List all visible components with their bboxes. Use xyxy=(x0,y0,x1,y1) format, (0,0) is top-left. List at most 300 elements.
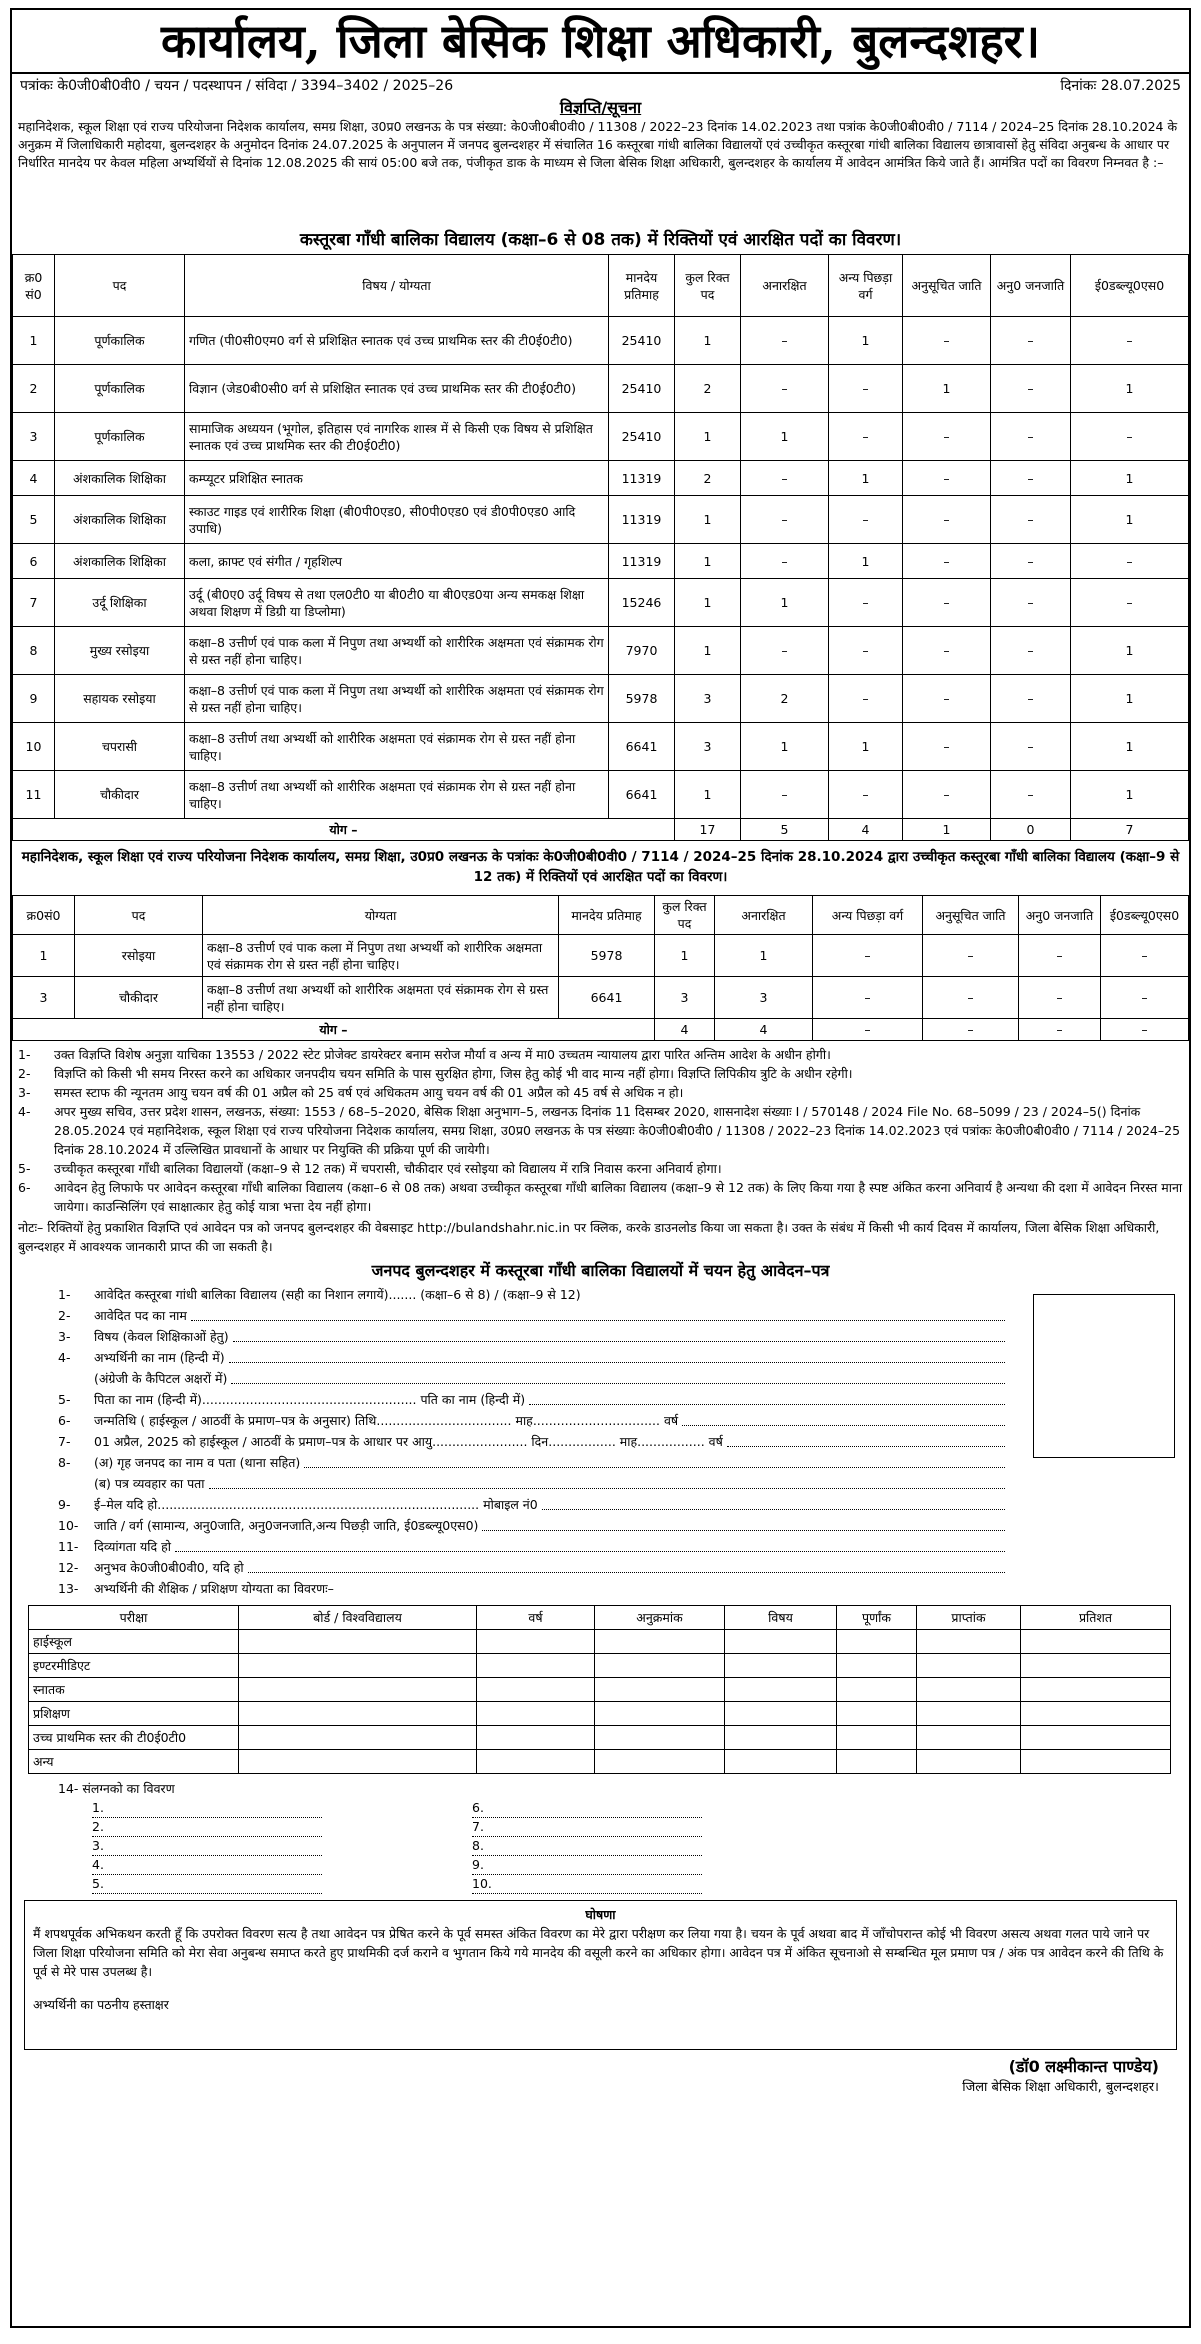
field-input-line[interactable] xyxy=(209,1473,1005,1489)
cell-pay: 25410 xyxy=(609,365,675,413)
cell-pay: 6641 xyxy=(559,977,655,1019)
col-header: पद xyxy=(55,255,185,317)
edu-input-cell[interactable] xyxy=(837,1750,917,1774)
note-number: 6- xyxy=(18,1180,31,1195)
edu-input-cell[interactable] xyxy=(917,1750,1021,1774)
cell-st: – xyxy=(991,413,1071,461)
edu-input-cell[interactable] xyxy=(917,1654,1021,1678)
total-ews: – xyxy=(1101,1019,1189,1041)
form-field xyxy=(58,1305,1009,1326)
edu-row xyxy=(29,1678,1171,1702)
note-number: 2- xyxy=(18,1066,31,1081)
edu-input-cell[interactable] xyxy=(917,1678,1021,1702)
cell-total: 1 xyxy=(675,496,741,544)
cell-total: 1 xyxy=(675,317,741,365)
cell-qual: गणित (पी0सी0एम0 वर्ग से प्रशिक्षित स्नातक एवं उच्च प्राथमिक स्तर की टी0ई0टी0) xyxy=(185,317,609,365)
note-text: उच्चीकृत कस्तूरबा गाँधी बालिका विद्यालयों (कक्षा–9 से 12 तक) में चपरासी, चौकीदार एवं रसोइया को विद्यालय में रात्रि निवास करना अनिवार्य होगा। xyxy=(54,1161,722,1176)
cell-qual: कक्षा–8 उत्तीर्ण एवं पाक कला में निपुण तथा अभ्यर्थी को शारीरिक अक्षमता एवं संक्रामक रोग से ग्रस्त नहीं होना चाहिए। xyxy=(185,627,609,675)
edu-header: बोर्ड / विश्वविद्यालय xyxy=(239,1606,477,1630)
field-label: (ब) पत्र व्यवहार का पता xyxy=(94,1476,205,1491)
cell-pay: 25410 xyxy=(609,413,675,461)
cell-sn: 6 xyxy=(13,544,55,579)
cell-post: पूर्णकालिक xyxy=(55,413,185,461)
note-item xyxy=(18,1045,1183,1064)
edu-input-cell[interactable] xyxy=(1021,1678,1171,1702)
cell-ews: 1 xyxy=(1071,461,1189,496)
edu-input-cell[interactable] xyxy=(239,1702,477,1726)
note-text: विज्ञप्ति को किसी भी समय निरस्त करने का अधिकार जनपदीय चयन समिति के पास सुरक्षित होगा, जिस हेतु कोई भी वाद मान्य नहीं होगा। विज्ञप्ति लिपिकीय त्रुटि के अधीन रहेगी। xyxy=(54,1066,853,1081)
form-field xyxy=(58,1410,1009,1431)
field-label: ई–मेल यदि हो................................................................................. मोबाइल नं0 xyxy=(94,1497,538,1512)
edu-input-cell[interactable] xyxy=(595,1678,725,1702)
table-row xyxy=(13,461,1189,496)
col-header: कुल रिक्त पद xyxy=(655,896,715,935)
download-note: नोटः– रिक्तियों हेतु प्रकाशित विज्ञप्ति एवं आवेदन पत्र को जनपद बुलन्दशहर की वेबसाइट http://bulandshahr.nic.in पर क्लिक, करके डाउनलोड किया जा सकता है। उक्त के संबंध में किसी भी कार्य दिवस में कार्यालय, जिला बेसिक शिक्षा अधिकारी, बुलन्दशहर में आवश्यक जानकारी प्राप्त की जा सकती है। xyxy=(18,1220,1160,1254)
enclosure-item[interactable]: 4. xyxy=(92,1856,322,1875)
cell-sc: – xyxy=(923,935,1019,977)
edu-input-cell[interactable] xyxy=(477,1750,595,1774)
photo-box[interactable] xyxy=(1033,1294,1175,1458)
field-label: 01 अप्रैल, 2025 को हाईस्कूल / आठवीं के प्रमाण–पत्र के आधार पर आयु........................ दिन................. माह................. वर्ष xyxy=(94,1434,723,1449)
edu-row xyxy=(29,1702,1171,1726)
cell-total: 1 xyxy=(675,544,741,579)
note-item xyxy=(18,1159,1183,1178)
cell-sn: 5 xyxy=(13,496,55,544)
enclosures-label: 14- संलग्नको का विवरण xyxy=(58,1781,175,1796)
cell-sc: – xyxy=(903,771,991,819)
cell-st: – xyxy=(991,627,1071,675)
field-input-line[interactable] xyxy=(727,1431,1005,1447)
candidate-signature-label: अभ्यर्थिनी का पठनीय हस्ताक्षर xyxy=(33,1997,169,2012)
field-input-line[interactable] xyxy=(191,1305,1005,1321)
cell-ews: 1 xyxy=(1071,496,1189,544)
cell-sc: – xyxy=(903,544,991,579)
cell-sc: – xyxy=(903,461,991,496)
note-number: 4- xyxy=(18,1104,31,1119)
form-field xyxy=(58,1347,1009,1368)
cell-ews: – xyxy=(1071,579,1189,627)
edu-input-cell[interactable] xyxy=(239,1726,477,1750)
field-label: आवेदित पद का नाम xyxy=(94,1308,187,1323)
field-number: 4- xyxy=(58,1350,71,1365)
edu-input-cell[interactable] xyxy=(725,1750,837,1774)
field-input-line[interactable] xyxy=(231,1368,1005,1384)
edu-input-cell[interactable] xyxy=(837,1726,917,1750)
col-header: मानदेय प्रतिमाह xyxy=(559,896,655,935)
cell-obc: – xyxy=(829,365,903,413)
edu-input-cell[interactable] xyxy=(1021,1654,1171,1678)
reference-line xyxy=(12,74,1189,98)
cell-obc: 1 xyxy=(829,317,903,365)
total-sc: – xyxy=(923,1019,1019,1041)
edu-header: अनुक्रमांक xyxy=(595,1606,725,1630)
cell-ur: – xyxy=(741,365,829,413)
edu-input-cell[interactable] xyxy=(595,1750,725,1774)
notice-heading: विज्ञप्ति/सूचना xyxy=(559,98,642,117)
cell-total: 3 xyxy=(675,723,741,771)
field-input-line[interactable] xyxy=(542,1494,1005,1510)
form-field xyxy=(58,1473,1009,1494)
cell-st: – xyxy=(1019,977,1101,1019)
enclosure-item[interactable]: 7. xyxy=(472,1818,702,1837)
cell-qual: स्काउट गाइड एवं शारीरिक शिक्षा (बी0पी0एड0, सी0पी0एड0 एवं डी0पी0एड0 आदि उपाधि) xyxy=(185,496,609,544)
enclosures-list xyxy=(12,1797,1189,1894)
table-row xyxy=(13,935,1189,977)
note-number: 5- xyxy=(18,1161,31,1176)
cell-st: – xyxy=(991,496,1071,544)
cell-st: – xyxy=(991,544,1071,579)
cell-pay: 6641 xyxy=(609,723,675,771)
edu-input-cell[interactable] xyxy=(477,1678,595,1702)
cell-st: – xyxy=(991,579,1071,627)
col-header: अनु0 जनजाति xyxy=(1019,896,1101,935)
total-total: 17 xyxy=(675,819,741,841)
cell-total: 1 xyxy=(675,579,741,627)
total-label: योग – xyxy=(13,1019,655,1041)
enclosure-item[interactable]: 10. xyxy=(472,1875,702,1894)
officer-signature xyxy=(12,2056,1189,2098)
col-header: मानदेय प्रतिमाह xyxy=(609,255,675,317)
col-header: क्र0सं0 xyxy=(13,896,75,935)
notes-list xyxy=(12,1041,1189,1216)
edu-header: परीक्षा xyxy=(29,1606,239,1630)
field-input-line[interactable] xyxy=(304,1452,1005,1468)
cell-ur: 1 xyxy=(741,413,829,461)
form-field xyxy=(58,1284,1189,1305)
cell-sn: 3 xyxy=(13,413,55,461)
note-text: समस्त स्टाफ की न्यूनतम आयु चयन वर्ष की 01 अप्रैल को 25 वर्ष एवं अधिकतम आयु चयन वर्ष की 01 अप्रैल को 45 वर्ष से अधिक न हो। xyxy=(54,1085,684,1100)
edu-input-cell[interactable] xyxy=(239,1630,477,1654)
note-number: 3- xyxy=(18,1085,31,1100)
field-label: (अंग्रेजी के कैपिटल अक्षरों में) xyxy=(94,1371,228,1386)
edu-input-cell[interactable] xyxy=(917,1726,1021,1750)
edu-input-cell[interactable] xyxy=(725,1702,837,1726)
field-label: अभ्यर्थिनी का नाम (हिन्दी में) xyxy=(94,1350,225,1365)
col-header: ई0डब्ल्यू0एस0 xyxy=(1101,896,1189,935)
cell-ur: – xyxy=(741,771,829,819)
total-obc: – xyxy=(813,1019,923,1041)
edu-exam: अन्य xyxy=(29,1750,239,1774)
edu-input-cell[interactable] xyxy=(837,1630,917,1654)
total-st: – xyxy=(1019,1019,1101,1041)
edu-input-cell[interactable] xyxy=(837,1654,917,1678)
col-header: कुल रिक्त पद xyxy=(675,255,741,317)
enclosure-item[interactable]: 2. xyxy=(92,1818,322,1837)
col-header: पद xyxy=(75,896,203,935)
edu-input-cell[interactable] xyxy=(595,1726,725,1750)
edu-input-cell[interactable] xyxy=(917,1702,1021,1726)
cell-sn: 2 xyxy=(13,365,55,413)
cell-ur: 1 xyxy=(715,935,813,977)
edu-input-cell[interactable] xyxy=(725,1630,837,1654)
edu-exam: इण्टरमीडिएट xyxy=(29,1654,239,1678)
cell-st: – xyxy=(991,723,1071,771)
field-input-line[interactable] xyxy=(229,1347,1005,1363)
field-number: 9- xyxy=(58,1497,71,1512)
cell-obc: – xyxy=(829,496,903,544)
cell-pay: 5978 xyxy=(609,675,675,723)
total-label: योग – xyxy=(13,819,675,841)
cell-st: – xyxy=(991,461,1071,496)
col-header: अनु0 जनजाति xyxy=(991,255,1071,317)
cell-qual: कला, क्राफ्ट एवं संगीत / गृहशिल्प xyxy=(185,544,609,579)
table-row xyxy=(13,365,1189,413)
cell-ews: 1 xyxy=(1071,675,1189,723)
cell-post: अंशकालिक शिक्षिका xyxy=(55,544,185,579)
cell-qual: सामाजिक अध्ययन (भूगोल, इतिहास एवं नागरिक शास्त्र में से किसी एक विषय से प्रशिक्षित स्नातक एवं उच्च प्राथमिक स्तर की टी0ई0टी0) xyxy=(185,413,609,461)
field-number xyxy=(58,1473,94,1494)
edu-exam: उच्च प्राथमिक स्तर की टी0ई0टी0 xyxy=(29,1726,239,1750)
col-header: अनुसूचित जाति xyxy=(923,896,1019,935)
edu-input-cell[interactable] xyxy=(837,1702,917,1726)
cell-post: चौकीदार xyxy=(75,977,203,1019)
edu-input-cell[interactable] xyxy=(725,1726,837,1750)
form-field xyxy=(58,1389,1009,1410)
edu-header: प्रतिशत xyxy=(1021,1606,1171,1630)
cell-sc: – xyxy=(903,413,991,461)
col-header: ई0डब्ल्यू0एस0 xyxy=(1071,255,1189,317)
field-number: 6- xyxy=(58,1413,71,1428)
cell-obc: – xyxy=(829,675,903,723)
cell-sn: 10 xyxy=(13,723,55,771)
cell-sn: 7 xyxy=(13,579,55,627)
field-label: दिव्यांगता यदि हो xyxy=(94,1539,171,1554)
edu-input-cell[interactable] xyxy=(837,1678,917,1702)
edu-row xyxy=(29,1726,1171,1750)
note-text: आवेदन हेतु लिफाफे पर आवेदन कस्तूरबा गाँधी बालिका विद्यालय (कक्षा–6 से 08 तक) अथवा उच्चीकृत कस्तूरबा गाँधी बालिका विद्यालय (कक्षा–9 से 12 तक) के लिए किया गया है स्पष्ट अंकित करना अनिवार्य है अन्यथा की दशा में आवेदन निरस्त माना जायेगा। काउन्सिलिंग एवं साक्षात्कार हेतु कोई यात्रा भत्ता देय नहीं होगा। xyxy=(54,1180,1183,1214)
enclosure-item[interactable]: 6. xyxy=(472,1799,702,1818)
field-number: 5- xyxy=(58,1392,71,1407)
edu-header: पूर्णांक xyxy=(837,1606,917,1630)
cell-pay: 11319 xyxy=(609,496,675,544)
table-row xyxy=(13,723,1189,771)
total-sc: 1 xyxy=(903,819,991,841)
total-row xyxy=(13,1019,1189,1041)
table1-title: कस्तूरबा गाँधी बालिका विद्यालय (कक्षा–6 से 08 तक) में रिक्तियों एवं आरक्षित पदों का विवरण। xyxy=(299,230,902,250)
edu-header: वर्ष xyxy=(477,1606,595,1630)
cell-ur: 1 xyxy=(741,723,829,771)
edu-input-cell[interactable] xyxy=(239,1654,477,1678)
enclosure-item[interactable]: 1. xyxy=(92,1799,322,1818)
cell-total: 2 xyxy=(675,365,741,413)
edu-input-cell[interactable] xyxy=(595,1654,725,1678)
edu-input-cell[interactable] xyxy=(1021,1702,1171,1726)
col-header: अनारक्षित xyxy=(741,255,829,317)
cell-ur: – xyxy=(741,317,829,365)
field-number xyxy=(58,1368,94,1389)
edu-input-cell[interactable] xyxy=(477,1630,595,1654)
declaration-text: मैं शपथपूर्वक अभिकथन करती हूँ कि उपरोक्त विवरण सत्य है तथा आवेदन पत्र प्रेषित करने के पूर्व समस्त अंकित विवरण का मेरे द्वारा परीक्षण कर लिया गया है। चयन के पूर्व अथवा बाद में जाँचोपरान्त कोई भी विवरण असत्य अथवा गलत पाये जाने पर जिला शिक्षा परियोजना समिति को मेरा सेवा अनुबन्ध समाप्त करते हुए प्राथमिकी दर्ज कराने व भुगतान किये गये मानदेय की वसूली करने का अधिकार होगा। आवेदन पत्र में अंकित सूचनाओ से सम्बन्धित मूल प्रमाण पत्र / अंक पत्र आवेदन करने की तिथि के पूर्व से मेरे पास उपलब्ध है। xyxy=(33,1926,1164,1979)
form-field xyxy=(58,1578,1189,1599)
form-field xyxy=(58,1515,1009,1536)
edu-row xyxy=(29,1750,1171,1774)
cell-qual: कक्षा–8 उत्तीर्ण तथा अभ्यर्थी को शारीरिक अक्षमता एवं संक्रामक रोग से ग्रस्त नहीं होना चाहिए। xyxy=(185,771,609,819)
field-label: विषय (केवल शिक्षिकाओं हेतु) xyxy=(94,1329,229,1344)
notice-page xyxy=(10,8,1191,2328)
cell-ews: 1 xyxy=(1071,723,1189,771)
cell-qual: कक्षा–8 उत्तीर्ण एवं पाक कला में निपुण तथा अभ्यर्थी को शारीरिक अक्षमता एवं संक्रामक रोग से ग्रस्त नहीं होना चाहिए। xyxy=(185,675,609,723)
cell-sc: – xyxy=(903,317,991,365)
enclosure-item[interactable]: 9. xyxy=(472,1856,702,1875)
edu-input-cell[interactable] xyxy=(239,1678,477,1702)
declaration-box xyxy=(24,1900,1177,2050)
cell-ews: 1 xyxy=(1071,627,1189,675)
cell-total: 1 xyxy=(675,771,741,819)
enclosure-item[interactable]: 5. xyxy=(92,1875,322,1894)
cell-ews: 1 xyxy=(1071,365,1189,413)
edu-input-cell[interactable] xyxy=(239,1750,477,1774)
edu-input-cell[interactable] xyxy=(1021,1630,1171,1654)
edu-input-cell[interactable] xyxy=(917,1630,1021,1654)
form-field xyxy=(58,1431,1009,1452)
cell-qual: कक्षा–8 उत्तीर्ण तथा अभ्यर्थी को शारीरिक अक्षमता एवं संक्रामक रोग से ग्रस्त नहीं होना चाहिए। xyxy=(185,723,609,771)
edu-input-cell[interactable] xyxy=(595,1630,725,1654)
field-input-line[interactable] xyxy=(529,1389,1005,1405)
vacancy-table-6-8 xyxy=(12,254,1189,841)
field-number: 12- xyxy=(58,1560,79,1575)
table-row xyxy=(13,771,1189,819)
cell-pay: 5978 xyxy=(559,935,655,977)
total-obc: 4 xyxy=(829,819,903,841)
form-field xyxy=(58,1326,1009,1347)
note-item xyxy=(18,1064,1183,1083)
field-number: 8- xyxy=(58,1455,71,1470)
field-number: 13- xyxy=(58,1581,79,1596)
edu-row xyxy=(29,1630,1171,1654)
cell-sn: 1 xyxy=(13,317,55,365)
edu-input-cell[interactable] xyxy=(477,1702,595,1726)
col-header: योग्यता xyxy=(203,896,559,935)
letter-date: दिनांकः 28.07.2025 xyxy=(1060,78,1181,94)
form-field xyxy=(58,1368,1009,1389)
cell-post: अंशकालिक शिक्षिका xyxy=(55,496,185,544)
table-row xyxy=(13,579,1189,627)
cell-qual: कम्प्यूटर प्रशिक्षित स्नातक xyxy=(185,461,609,496)
cell-total: 3 xyxy=(675,675,741,723)
cell-sn: 4 xyxy=(13,461,55,496)
cell-st: – xyxy=(991,675,1071,723)
cell-sc: – xyxy=(903,723,991,771)
field-input-line[interactable] xyxy=(248,1557,1005,1573)
cell-sc: – xyxy=(903,579,991,627)
enclosure-item[interactable]: 8. xyxy=(472,1837,702,1856)
edu-input-cell[interactable] xyxy=(477,1654,595,1678)
field-number: 11- xyxy=(58,1539,79,1554)
table-row xyxy=(13,496,1189,544)
cell-obc: – xyxy=(829,413,903,461)
edu-input-cell[interactable] xyxy=(725,1678,837,1702)
office-banner: कार्यालय, जिला बेसिक शिक्षा अधिकारी, बुलन्दशहर। xyxy=(12,10,1189,74)
cell-pay: 11319 xyxy=(609,461,675,496)
letter-number: पत्रांकः के0जी0बी0वी0 / चयन / पदस्थापन / संविदा / 3394–3402 / 2025–26 xyxy=(20,78,454,94)
total-ews: 7 xyxy=(1071,819,1189,841)
edu-input-cell[interactable] xyxy=(477,1726,595,1750)
cell-total: 2 xyxy=(675,461,741,496)
cell-ur: – xyxy=(741,627,829,675)
table-row xyxy=(13,413,1189,461)
education-table xyxy=(28,1605,1171,1774)
col-header: विषय / योग्यता xyxy=(185,255,609,317)
officer-name: (डॉ0 लक्ष्मीकान्त पाण्डेय) xyxy=(1008,2057,1159,2076)
field-input-line[interactable] xyxy=(233,1326,1005,1342)
cell-sc: – xyxy=(923,977,1019,1019)
edu-header: विषय xyxy=(725,1606,837,1630)
edu-input-cell[interactable] xyxy=(1021,1750,1171,1774)
cell-ur: 3 xyxy=(715,977,813,1019)
total-st: 0 xyxy=(991,819,1071,841)
cell-obc: – xyxy=(829,627,903,675)
cell-obc: – xyxy=(829,771,903,819)
enclosure-item[interactable]: 3. xyxy=(92,1837,322,1856)
field-label: अभ्यर्थिनी की शैक्षिक / प्रशिक्षण योग्यता का विवरणः– xyxy=(94,1581,334,1596)
cell-obc: – xyxy=(813,977,923,1019)
cell-st: – xyxy=(991,365,1071,413)
edu-input-cell[interactable] xyxy=(595,1702,725,1726)
cell-pay: 7970 xyxy=(609,627,675,675)
cell-post: रसोइया xyxy=(75,935,203,977)
cell-post: चपरासी xyxy=(55,723,185,771)
field-label: आवेदित कस्तूरबा गांधी बालिका विद्यालय (सही का निशान लगायें)....... (कक्षा–6 से 8) / (कक्षा–9 से 12) xyxy=(94,1287,581,1302)
edu-input-cell[interactable] xyxy=(1021,1726,1171,1750)
cell-qual: विज्ञान (जेड0बी0सी0 वर्ग से प्रशिक्षित स्नातक एवं उच्च प्राथमिक स्तर की टी0ई0टी0) xyxy=(185,365,609,413)
cell-total: 3 xyxy=(655,977,715,1019)
cell-ews: – xyxy=(1101,935,1189,977)
field-label: अनुभव के0जी0बी0वी0, यदि हो xyxy=(94,1560,244,1575)
cell-st: – xyxy=(1019,935,1101,977)
cell-st: – xyxy=(991,317,1071,365)
note-item xyxy=(18,1083,1183,1102)
total-row xyxy=(13,819,1189,841)
cell-qual: उर्दू (बी0ए0 उर्दू विषय से तथा एल0टी0 या बी0टी0 या बी0एड0या अन्य समकक्ष शिक्षा अथवा शिक्षण में डिग्री या डिप्लोमा) xyxy=(185,579,609,627)
col-header: अनारक्षित xyxy=(715,896,813,935)
form-field xyxy=(58,1536,1009,1557)
edu-input-cell[interactable] xyxy=(725,1654,837,1678)
declaration-title: घोषणा xyxy=(585,1907,616,1922)
cell-qual: कक्षा–8 उत्तीर्ण तथा अभ्यर्थी को शारीरिक अक्षमता एवं संक्रामक रोग से ग्रस्त नहीं होना चाहिए। xyxy=(203,977,559,1019)
field-input-line[interactable] xyxy=(682,1410,1005,1426)
col-header: अन्य पिछड़ा वर्ग xyxy=(813,896,923,935)
note-item xyxy=(18,1178,1183,1216)
cell-ur: 1 xyxy=(741,579,829,627)
cell-ur: – xyxy=(741,496,829,544)
cell-sn: 11 xyxy=(13,771,55,819)
note-item xyxy=(18,1102,1183,1159)
field-label: (अ) गृह जनपद का नाम व पता (थाना सहित) xyxy=(94,1455,301,1470)
col-header: अन्य पिछड़ा वर्ग xyxy=(829,255,903,317)
col-header: क्र0 सं0 xyxy=(13,255,55,317)
cell-ews: – xyxy=(1071,544,1189,579)
table-row xyxy=(13,675,1189,723)
form-field xyxy=(58,1494,1009,1515)
cell-pay: 15246 xyxy=(609,579,675,627)
table-row xyxy=(13,317,1189,365)
cell-post: पूर्णकालिक xyxy=(55,365,185,413)
form-field xyxy=(58,1557,1009,1578)
cell-sn: 8 xyxy=(13,627,55,675)
cell-sn: 9 xyxy=(13,675,55,723)
cell-sn: 3 xyxy=(13,977,75,1019)
field-number: 7- xyxy=(58,1434,71,1449)
edu-exam: स्नातक xyxy=(29,1678,239,1702)
cell-obc: 1 xyxy=(829,461,903,496)
table-row xyxy=(13,627,1189,675)
field-number: 1- xyxy=(58,1287,71,1302)
field-input-line[interactable] xyxy=(482,1515,1005,1531)
cell-sc: – xyxy=(903,627,991,675)
field-label: जाति / वर्ग (सामान्य, अनु0जाति, अनु0जनजाति,अन्य पिछड़ी जाति, ई0डब्ल्यू0एस0) xyxy=(94,1518,479,1533)
cell-st: – xyxy=(991,771,1071,819)
field-input-line[interactable] xyxy=(175,1536,1005,1552)
